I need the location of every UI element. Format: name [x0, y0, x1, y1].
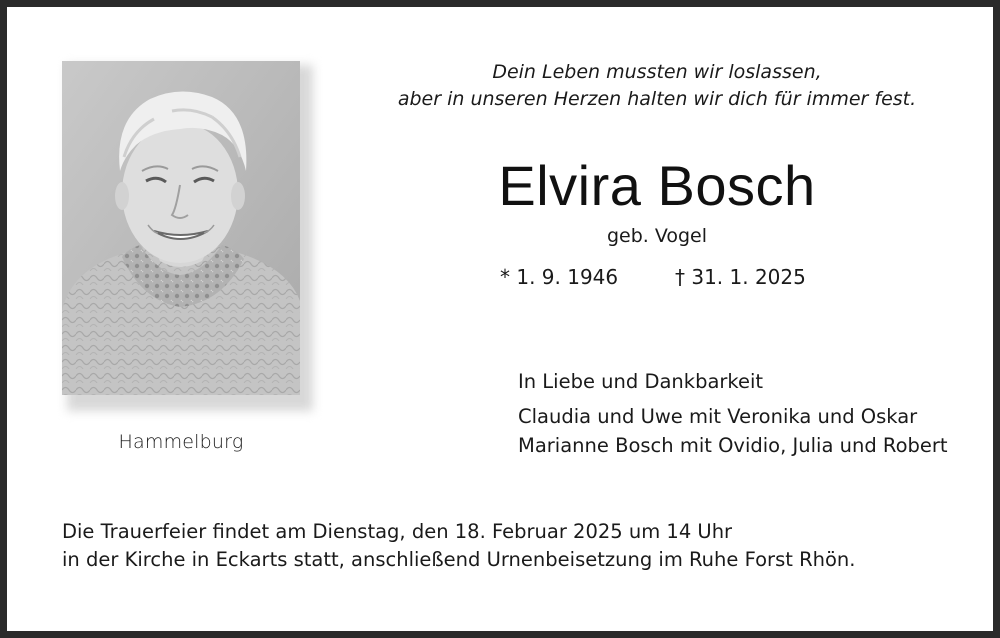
mourners-line-1: Claudia und Uwe mit Veronika und Oskar: [518, 405, 918, 428]
portrait-illustration: [62, 61, 300, 395]
obituary-card: [7, 7, 993, 631]
death-date: † 31. 1. 2025: [675, 265, 806, 289]
mourners-block: [518, 367, 948, 460]
maiden-name: geb. Vogel: [606, 225, 708, 247]
portrait-photo: [62, 61, 300, 395]
service-line-1: Die Trauerfeier findet am Dienstag, den 18. Februar 2025 um 14 Uhr: [62, 520, 733, 543]
quote-line-1: Dein Leben mussten wir loslassen,: [492, 61, 822, 83]
deceased-name: Elvira Bosch: [498, 154, 816, 217]
birth-date: * 1. 9. 1946: [500, 265, 619, 289]
quote-line-2: aber in unseren Herzen halten wir dich für immer fest.: [397, 88, 917, 110]
service-line-2: in der Kirche in Eckarts statt, anschließend Urnenbeisetzung im Ruhe Forst Rhön.: [62, 548, 856, 571]
mourners-line-2: Marianne Bosch mit Ovidio, Julia und Robert: [518, 434, 948, 457]
residence-place: Hammelburg: [118, 431, 244, 453]
funeral-service-notice: [62, 518, 855, 574]
mourners-intro: In Liebe und Dankbarkeit: [518, 370, 764, 393]
memorial-quote: [337, 59, 977, 113]
